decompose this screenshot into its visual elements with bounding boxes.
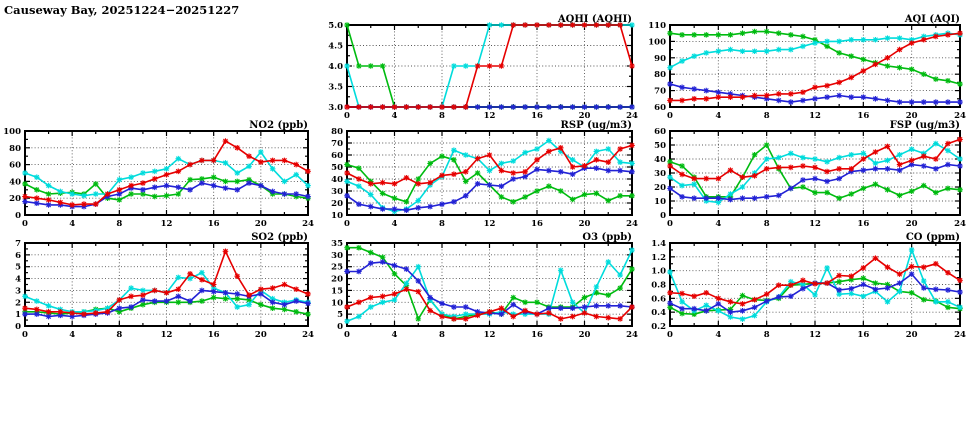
y-tick-label: 5 xyxy=(337,310,343,321)
x-tick-label: 12 xyxy=(483,111,496,121)
y-tick-label: 70 xyxy=(331,139,343,149)
y-tick-label: 30 xyxy=(654,169,666,179)
y-tick-label: 40 xyxy=(654,155,666,165)
chart-rsp xyxy=(331,120,638,229)
chart-title-o3: O3 (ppb) xyxy=(582,232,632,243)
y-tick-label: 3.5 xyxy=(328,82,343,93)
x-tick-label: 8 xyxy=(439,111,445,121)
series-markers-cyan xyxy=(667,30,963,70)
y-tick-label: 10 xyxy=(654,197,666,207)
chart-so2 xyxy=(15,232,314,340)
y-tick-label: 35 xyxy=(331,239,343,249)
series-line-green xyxy=(347,248,632,319)
x-tick-label: 12 xyxy=(483,219,496,229)
x-tick-label: 16 xyxy=(531,330,543,340)
x-tick-label: 20 xyxy=(578,330,591,340)
x-tick-label: 8 xyxy=(116,330,123,340)
y-tick-label: 30 xyxy=(331,187,343,197)
x-tick-label: 0 xyxy=(667,219,673,229)
x-tick-label: 20 xyxy=(905,219,918,229)
y-tick-label: 60 xyxy=(654,127,666,137)
y-tick-label: 60 xyxy=(654,103,666,113)
x-tick-label: 16 xyxy=(857,219,870,229)
y-tick-label: 50 xyxy=(654,141,666,151)
y-tick-label: 60 xyxy=(9,160,21,171)
x-tick-label: 8 xyxy=(116,219,123,229)
chart-title-fsp: FSP (ug/m3) xyxy=(889,120,960,131)
chart-fsp xyxy=(654,120,966,229)
x-tick-label: 0 xyxy=(22,330,28,340)
y-tick-label: 10 xyxy=(331,211,343,221)
x-tick-label: 0 xyxy=(344,219,350,229)
chart-co xyxy=(651,232,966,340)
y-tick-label: 50 xyxy=(331,163,343,173)
y-tick-label: 100 xyxy=(648,37,666,48)
y-tick-label: 7 xyxy=(15,239,21,249)
chart-title-aqi: AQI (AQI) xyxy=(904,14,960,25)
y-tick-label: 10 xyxy=(331,298,343,309)
x-tick-label: 20 xyxy=(254,219,267,229)
y-tick-label: 40 xyxy=(331,175,343,185)
y-tick-label: 20 xyxy=(9,194,21,205)
x-tick-label: 4 xyxy=(391,330,398,340)
x-tick-label: 20 xyxy=(578,111,591,121)
chart-title-no2: NO2 (ppb) xyxy=(249,120,308,131)
x-tick-label: 12 xyxy=(809,330,821,340)
y-tick-label: 20 xyxy=(654,183,666,193)
y-tick-label: 4 xyxy=(15,274,21,285)
x-tick-label: 16 xyxy=(207,330,220,340)
x-tick-label: 4 xyxy=(69,219,76,229)
x-tick-label: 12 xyxy=(809,219,821,229)
x-tick-label: 12 xyxy=(809,111,821,121)
y-tick-label: 0.6 xyxy=(651,294,666,305)
x-tick-label: 16 xyxy=(857,330,870,340)
chart-aqhi xyxy=(328,14,638,121)
y-tick-label: 5.0 xyxy=(328,21,343,31)
x-tick-label: 20 xyxy=(254,330,267,340)
x-tick-label: 8 xyxy=(763,111,770,121)
y-tick-label: 70 xyxy=(654,86,666,97)
x-tick-label: 4 xyxy=(391,111,398,121)
chart-title-aqhi: AQHI (AQHI) xyxy=(557,14,632,25)
y-tick-label: 25 xyxy=(331,262,343,273)
y-tick-label: 40 xyxy=(9,177,21,188)
x-tick-label: 16 xyxy=(531,111,543,121)
y-tick-label: 80 xyxy=(331,127,343,137)
y-tick-label: 80 xyxy=(9,143,21,154)
x-tick-label: 20 xyxy=(578,219,591,229)
x-tick-label: 24 xyxy=(954,330,966,340)
x-tick-label: 16 xyxy=(207,219,220,229)
y-tick-label: 0 xyxy=(15,211,21,221)
x-tick-label: 24 xyxy=(626,111,638,121)
y-tick-label: 3.0 xyxy=(328,103,343,113)
x-tick-label: 24 xyxy=(302,219,314,229)
chart-title-so2: SO2 (ppb) xyxy=(251,232,308,243)
chart-title-rsp: RSP (ug/m3) xyxy=(560,120,632,131)
y-tick-label: 0 xyxy=(660,211,666,221)
y-tick-label: 3 xyxy=(15,286,21,297)
x-tick-label: 4 xyxy=(715,330,722,340)
x-tick-label: 4 xyxy=(391,219,398,229)
y-tick-label: 0 xyxy=(337,322,343,332)
y-tick-label: 110 xyxy=(648,21,666,31)
x-tick-label: 8 xyxy=(439,219,445,229)
y-tick-label: 6 xyxy=(15,250,21,261)
x-tick-label: 0 xyxy=(667,330,673,340)
y-tick-label: 4.0 xyxy=(328,62,343,72)
y-tick-label: 0.2 xyxy=(651,322,666,332)
x-tick-label: 20 xyxy=(905,330,918,340)
y-tick-label: 15 xyxy=(331,286,343,297)
x-tick-label: 16 xyxy=(857,111,870,121)
x-tick-label: 12 xyxy=(160,219,173,229)
y-tick-label: 0.8 xyxy=(651,280,666,291)
x-tick-label: 0 xyxy=(344,111,350,121)
x-tick-label: 8 xyxy=(763,219,770,229)
x-tick-label: 4 xyxy=(715,111,722,121)
y-tick-label: 60 xyxy=(331,151,343,161)
y-tick-label: 1.0 xyxy=(651,266,666,277)
x-tick-label: 24 xyxy=(302,330,314,340)
x-tick-label: 16 xyxy=(531,219,543,229)
x-tick-label: 24 xyxy=(954,219,966,229)
chart-title-co: CO (ppm) xyxy=(905,232,960,243)
chart-no2 xyxy=(3,120,314,229)
x-tick-label: 0 xyxy=(667,111,673,121)
x-tick-label: 4 xyxy=(69,330,76,340)
x-tick-label: 20 xyxy=(905,111,918,121)
x-tick-label: 24 xyxy=(954,111,966,121)
chart-aqi xyxy=(648,14,966,121)
x-tick-label: 0 xyxy=(22,219,28,229)
y-tick-label: 4.5 xyxy=(328,41,343,52)
page-title: Causeway Bay, 20251224−20251227 xyxy=(4,3,240,17)
x-tick-label: 12 xyxy=(483,330,496,340)
y-tick-label: 90 xyxy=(654,53,666,64)
y-tick-label: 100 xyxy=(3,127,21,137)
x-tick-label: 8 xyxy=(763,330,770,340)
y-tick-label: 2 xyxy=(15,298,21,309)
x-tick-label: 8 xyxy=(439,330,445,340)
y-tick-label: 1.2 xyxy=(651,252,666,263)
x-tick-label: 24 xyxy=(626,219,638,229)
y-tick-label: 30 xyxy=(331,250,343,261)
y-tick-label: 1.4 xyxy=(651,239,666,249)
y-tick-label: 20 xyxy=(331,199,343,209)
y-tick-label: 0 xyxy=(15,322,21,332)
y-tick-label: 0.4 xyxy=(651,308,666,319)
y-tick-label: 20 xyxy=(331,274,343,285)
x-tick-label: 12 xyxy=(160,330,173,340)
y-tick-label: 80 xyxy=(654,70,666,81)
y-tick-label: 5 xyxy=(15,262,21,273)
x-tick-label: 24 xyxy=(626,330,638,340)
y-tick-label: 1 xyxy=(15,310,21,321)
x-tick-label: 4 xyxy=(715,219,722,229)
chart-o3 xyxy=(331,232,638,340)
x-tick-label: 0 xyxy=(344,330,350,340)
